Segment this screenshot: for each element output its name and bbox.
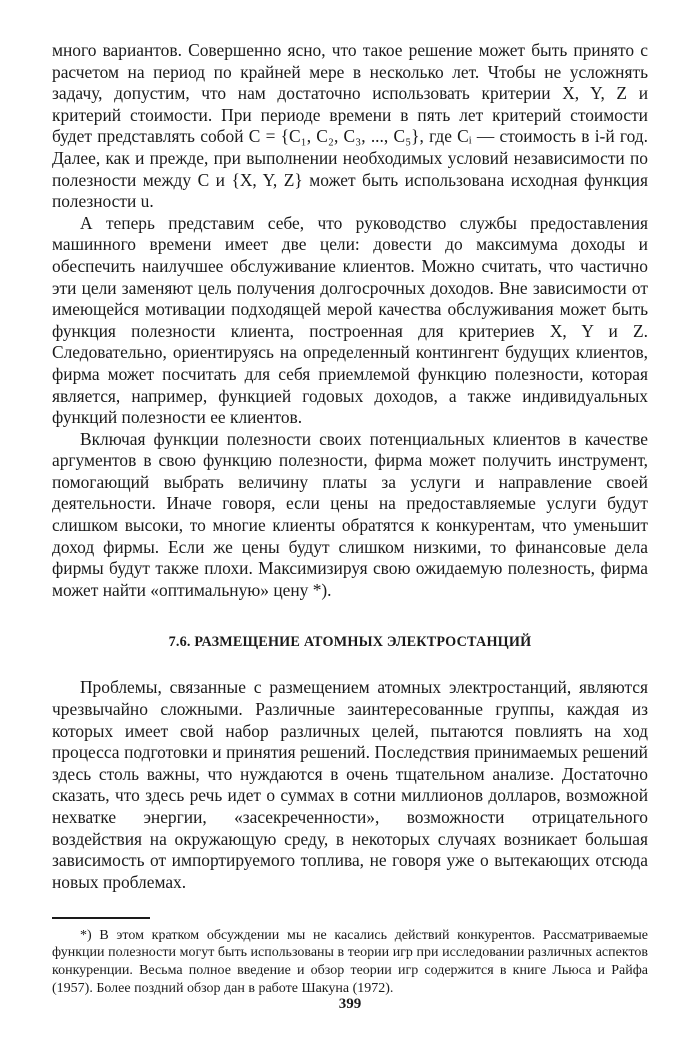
footnote-divider	[52, 917, 150, 919]
footnote: *) В этом кратком обсуждении мы не касались действий конкурентов. Рассматриваемые функции полезности могут быть использованы в теории игр при исследовании различных аспектов конкуренции. Весьма полное введение и обзор теории игр содержится в книге Льюса и Райфа (1957). Более поздний обзор дан в работе Шакуна (1972).	[52, 927, 648, 996]
section-title: 7.6. РАЗМЕЩЕНИЕ АТОМНЫХ ЭЛЕКТРОСТАНЦИЙ	[168, 634, 532, 651]
paragraph-2: А теперь представим себе, что руководство службы предоставления машинного времени имеет две цели: довести до максимума доходы и обеспечить наилучшее обслуживание клиентов. Можно считать, что частично эти цели заменяют цель получения долгосрочных доходов. Вне зависимости от имеющейся мотивации подходящей мерой качества обслуживания может быть функция полезности клиента, построенная для критериев X, Y и Z. Следовательно, ориентируясь на определенный контингент будущих клиентов, фирма может посчитать для себя приемлемой функцию полезности, которая является, например, функцией годовых доходов, а также индивидуальных функций полезности ее клиентов.	[52, 212, 648, 428]
paragraph-3: Включая функции полезности своих потенциальных клиентов в качестве аргументов в свою функцию полезности, фирма может получить инструмент, помогающий выбрать величину платы за услуги и направление своей деятельности. Иначе говоря, если цены на предоставляемые услуги будут слишком высоки, то многие клиенты обратятся к конкурентам, что уменьшит доход фирмы. Если же цены будут слишком низкими, то финансовые дела фирмы будут также плохи. Максимизируя свою ожидаемую полезность, фирма может найти «оптимальную» цену *).	[52, 428, 648, 600]
paragraph-1: много вариантов. Совершенно ясно, что такое решение может быть принято с расчетом на период по крайней мере в несколько лет. Чтобы не усложнять задачу, допустим, что нам достаточно использовать критерии X, Y, Z и критерий стоимости. При периоде времени в пять лет критерий стоимости будет представлять собой C = {C₁, C₂, C₃, ..., C₅}, где Cᵢ — стоимость в i-й год. Далее, как и прежде, при выполнении необходимых условий независимости по полезности между C и {X, Y, Z} может быть использована исходная функция полезности u.	[52, 40, 648, 212]
section-paragraph: Проблемы, связанные с размещением атомных электростанций, являются чрезвычайно сложными. Различные заинтересованные группы, каждая из которых имеет свой набор различных целей, пытаются повлиять на ход процесса подготовки и принятия решений. Последствия принимаемых решений здесь столь важны, что нуждаются в очень тщательном анализе. Достаточно сказать, что здесь речь идет о суммах в сотни миллионов долларов, возможной нехватке энергии, «засекреченности», возможности отрицательного воздействия на окружающую среду, в некоторых случаях возникает большая зависимость от импортируемого топлива, не говоря уже о вытекающих отсюда новых проблемах.	[52, 677, 648, 892]
page-body	[52, 40, 648, 997]
page-number: 399	[338, 996, 362, 1012]
